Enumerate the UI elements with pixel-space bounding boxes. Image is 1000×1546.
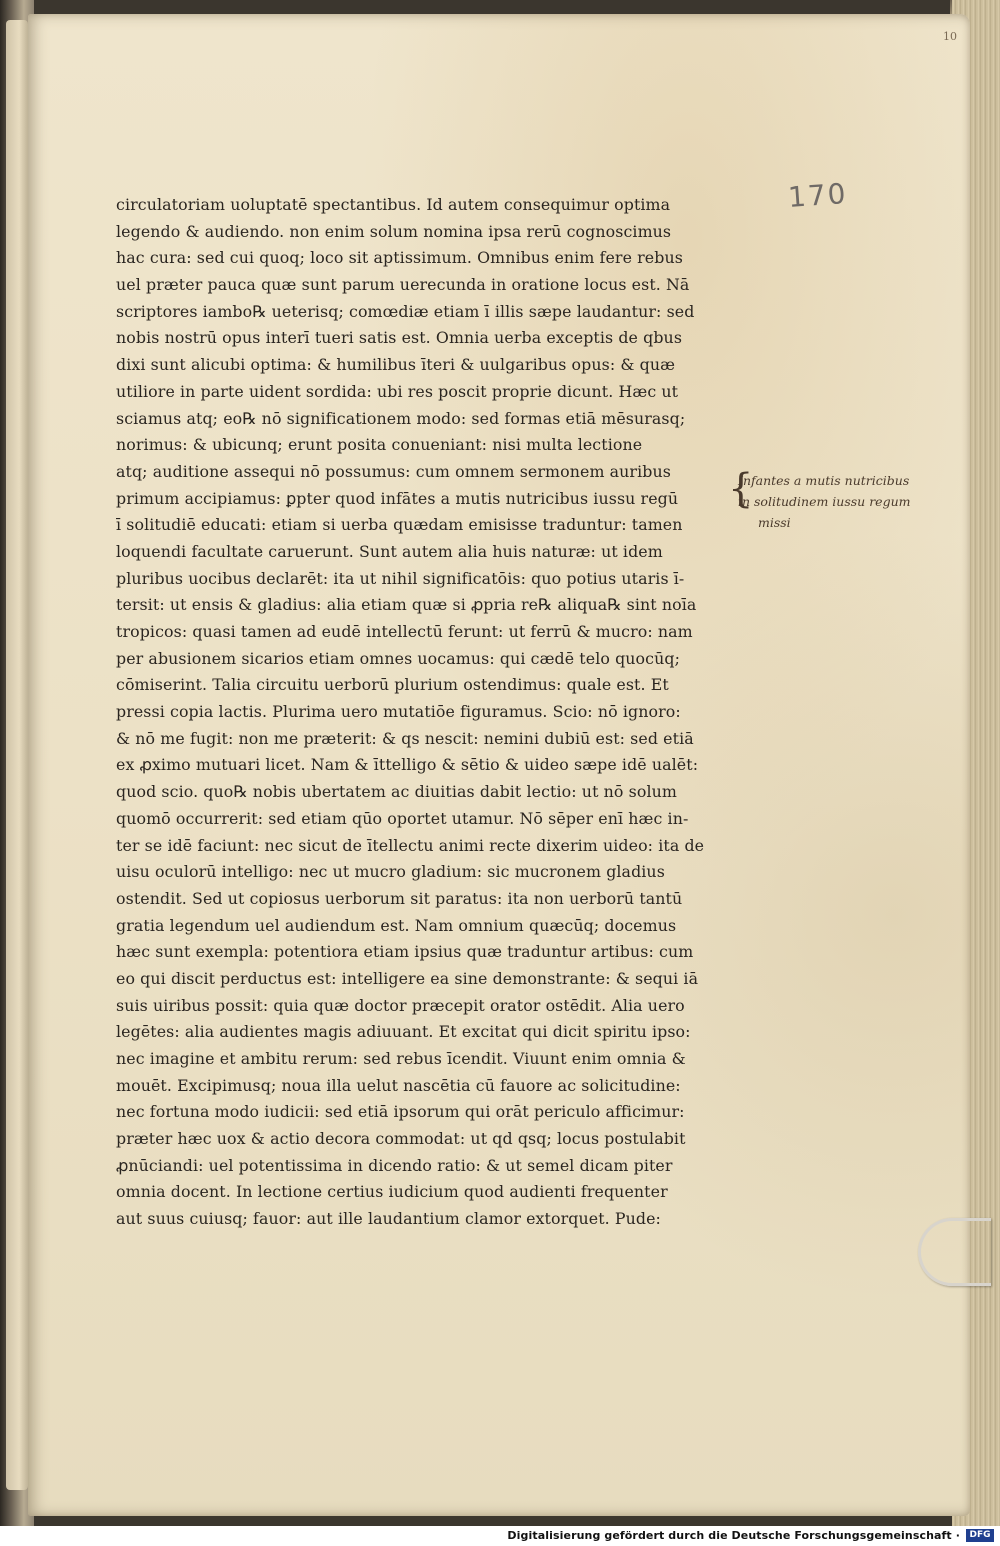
text-line: omnia docent. In lectione certius iudicium quod audienti frequenter — [116, 1182, 668, 1202]
text-line: quod scio. quo℞ nobis ubertatem ac diuitias dabit lectio: ut nō solum — [116, 782, 677, 802]
text-line: ter se idē faciunt: nec sicut de ītellectu animi recte dixerim uideo: ita de — [116, 835, 705, 855]
text-line: hac cura: sed cui quoq; loco sit aptissimum. Omnibus enim fere rebus — [116, 248, 683, 268]
text-line: circulatoriam uoluptatē spectantibus. Id autem consequimur optima — [116, 195, 671, 214]
text-line: legendo & audiendo. non enim solum nomina ipsa rerū cognoscimus — [116, 221, 672, 241]
text-line: tropicos: quasi tamen ad eudē intellectū ferunt: ut ferrū & mucro: nam — [116, 622, 693, 641]
text-line: norimus: & ubicunq; erunt posita conueniant: nisi multa lectione — [116, 435, 643, 455]
marginal-note-line: in solitudinem iussu regum — [738, 494, 911, 509]
folio-number: 10 — [943, 30, 957, 43]
text-line: mouēt. Excipimusq; noua illa uelut nascētia cū fauore ac solicitudine: — [116, 1075, 681, 1095]
text-line: eo qui discit perductus est: intelligere ea sine demonstrante: & sequi iā — [116, 968, 699, 988]
text-line: ī solitudiē educati: etiam si uerba quædam emisisse traduntur: tamen — [116, 515, 683, 535]
marginal-note — [738, 470, 988, 533]
text-line: nec fortuna modo iudicii: sed etiā ipsorum qui orāt periculo afficimur: — [116, 1102, 685, 1122]
marginal-brace: { — [728, 466, 754, 512]
text-line: hæc sunt exempla: potentiora etiam ipsius quæ traduntur artibus: cum — [116, 942, 694, 962]
text-line: suis uiribus possit: quia quæ doctor præcepit orator ostēdit. Alia uero — [116, 995, 685, 1015]
pencil-page-number: 170 — [786, 176, 849, 215]
text-line: tersit: ut ensis & gladius: alia etiam quæ si ꝓpria re℞ aliqua℞ sint noīa — [116, 595, 697, 615]
main-text-block — [116, 192, 738, 1233]
text-line: dixi sunt alicubi optima: & humilibus īteri & uulgaribus opus: & quæ — [116, 355, 676, 375]
text-line: utiliore in parte uident sordida: ubi res poscit proprie dicunt. Hæc ut — [116, 381, 679, 401]
text-line: quomō occurrerit: sed etiam qūo oportet utamur. Nō sēper enī hæc in- — [116, 808, 689, 828]
text-line: per abusionem sicarios etiam omnes uocamus: qui cædē telo quocūq; — [116, 648, 681, 668]
text-line: gratia legendum uel audiendum est. Nam omnium quæcūq; docemus — [116, 915, 677, 935]
text-line: pressi copia lactis. Plurima uero mutatiōe figuramus. Scio: nō ignoro: — [116, 702, 681, 722]
footer-bar — [0, 1526, 1000, 1546]
text-line: uel præter pauca quæ sunt parum uerecunda in oratione locus est. Nā — [116, 275, 690, 295]
dfg-logo: DFG — [966, 1529, 994, 1542]
text-line: pluribus uocibus declarēt: ita ut nihil significatōis: quo potius utaris ī- — [116, 568, 685, 588]
text-line: ostendit. Sed ut copiosus uerborum sit paratus: ita non uerborū tantū — [116, 888, 683, 908]
text-line: ꝓnūciandi: uel potentissima in dicendo ratio: & ut semel dicam piter — [116, 1155, 673, 1175]
text-line: præter hæc uox & actio decora commodat: ut qd qsq; locus postulabit — [116, 1129, 686, 1149]
text-line: nec imagine et ambitu rerum: sed rebus īcendit. Viuunt enim omnia & — [116, 1049, 686, 1068]
text-line: legētes: alia audientes magis adiuuant. Et excitat qui dicit spiritu ipso: — [116, 1022, 691, 1042]
footer-credit: Digitalisierung gefördert durch die Deutsche Forschungsgemeinschaft · — [507, 1529, 960, 1542]
text-line: nobis nostrū opus interī tueri satis est. Omnia uerba exceptis de qbus — [116, 328, 683, 348]
text-line: & nō me fugit: non me præterit: & qs nescit: nemini dubiū est: sed etiā — [116, 728, 694, 748]
facing-page-edge — [6, 20, 28, 1490]
text-line: cōmiserint. Talia circuitu uerborū plurium ostendimus: quale est. Et — [116, 675, 669, 695]
text-line: aut suus cuiusq; fauor: aut ille laudantium clamor extorquet. Pude: — [116, 1209, 661, 1229]
marginal-note-line: Infantes a mutis nutricibus — [738, 473, 910, 488]
book-page — [28, 14, 970, 1516]
page-clip — [918, 1218, 991, 1286]
text-line: loquendi facultate caruerunt. Sunt autem alia huis naturæ: ut idem — [116, 541, 663, 561]
text-line: sciamus atq; eo℞ nō significationem modo: sed formas etiā mēsurasq; — [116, 408, 686, 428]
text-line: primum accipiamus: ꝑpter quod infātes a mutis nutricibus iussu regū — [116, 488, 679, 508]
text-line: uisu oculorū intelligo: nec ut mucro gladium: sic mucronem gladius — [116, 862, 665, 882]
text-line: ex ꝓximo mutuari licet. Nam & īttelligo & sētio & uideo sæpe idē ualēt: — [116, 755, 699, 775]
text-line: scriptores iambo℞ ueterisq; comœdiæ etiam ī illis sæpe laudantur: sed — [116, 301, 695, 321]
marginal-note-line: missi — [758, 515, 791, 530]
text-line: atq; auditione assequi nō possumus: cum omnem sermonem auribus — [116, 461, 671, 481]
